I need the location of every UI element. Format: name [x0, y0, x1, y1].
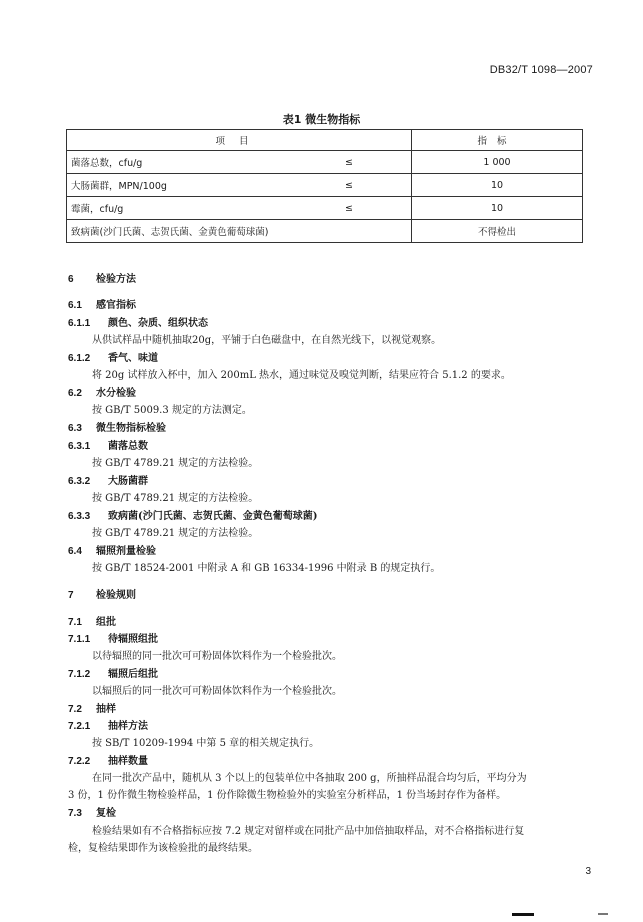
header-value: 指标 — [412, 130, 583, 151]
section-6-4-body: 按 GB/T 18524-2001 中附录 A 和 GB 16334-1996 中附录 B 的规定执行。 — [92, 563, 441, 574]
row-value: 不得检出 — [412, 220, 583, 243]
row-item: 霉菌，cfu/g — [67, 197, 336, 220]
section-6-3-heading: 6.3 微生物指标检验 — [68, 423, 166, 434]
section-7-3-body-line1: 检验结果如有不合格指标应按 7.2 规定对留样或在同批产品中加倍抽取样品，对不合格指标进行复 — [92, 826, 525, 837]
scan-artifact-mark — [598, 913, 608, 915]
section-6-2-body: 按 GB/T 5009.3 规定的方法测定。 — [92, 405, 252, 416]
table-header-row — [67, 130, 583, 151]
section-7-1-1-heading: 7.1.1 待辐照组批 — [68, 634, 158, 645]
section-6-1-2-heading: 6.1.2 香气、味道 — [68, 353, 158, 364]
section-7-1-2-body: 以辐照后的同一批次可可粉固体饮料作为一个检验批次。 — [92, 686, 342, 697]
section-6-4-heading: 6.4 辐照剂量检验 — [68, 546, 156, 557]
section-7-1-2-heading: 7.1.2 辐照后组批 — [68, 669, 158, 680]
table-row — [67, 197, 583, 220]
section-7-3-heading: 7.3 复检 — [68, 808, 116, 819]
section-6-1-1-heading: 6.1.1 颜色、杂质、组织状态 — [68, 318, 208, 329]
section-7-2-2-heading: 7.2.2 抽样数量 — [68, 756, 148, 767]
row-item: 致病菌(沙门氏菌、志贺氏菌、金黄色葡萄球菌) — [67, 220, 412, 243]
section-6-1-1-body: 从供试样品中随机抽取20g，平铺于白色磁盘中，在自然光线下，以视觉观察。 — [92, 335, 442, 346]
section-7-2-2-body-line2: 3 份，1 份作微生物检验样品，1 份作除微生物检验外的实验室分析样品，1 份当场封存作为备样。 — [68, 790, 507, 801]
section-7-1-1-body: 以待辐照的同一批次可可粉固体饮料作为一个检验批次。 — [92, 651, 342, 662]
table-row — [67, 151, 583, 174]
row-value: 1 000 — [412, 151, 583, 174]
section-6-3-3-heading: 6.3.3 致病菌(沙门氏菌、志贺氏菌、金黄色葡萄球菌) — [68, 511, 318, 522]
section-7-heading: 7 检验规则 — [68, 590, 136, 601]
scan-artifact-mark — [512, 913, 534, 916]
section-6-heading: 6 检验方法 — [68, 274, 136, 285]
section-6-3-2-heading: 6.3.2 大肠菌群 — [68, 476, 148, 487]
row-value: 10 — [412, 197, 583, 220]
section-6-3-1-body: 按 GB/T 4789.21 规定的方法检验。 — [92, 458, 259, 469]
microbial-index-table — [66, 129, 583, 243]
row-relation: ≤ — [335, 151, 412, 174]
page-number: 3 — [585, 866, 591, 877]
section-7-3-body-line2: 检，复检结果即作为该检验批的最终结果。 — [68, 843, 258, 854]
header-item: 项目 — [67, 130, 412, 151]
standard-code: DB32/T 1098—2007 — [489, 64, 593, 76]
section-7-1-heading: 7.1 组批 — [68, 617, 116, 628]
row-value: 10 — [412, 174, 583, 197]
table-row — [67, 174, 583, 197]
section-6-2-heading: 6.2 水分检验 — [68, 388, 136, 399]
section-7-2-1-body: 按 SB/T 10209-1994 中第 5 章的相关规定执行。 — [92, 738, 320, 749]
row-item: 大肠菌群，MPN/100g — [67, 174, 336, 197]
section-6-3-3-body: 按 GB/T 4789.21 规定的方法检验。 — [92, 528, 259, 539]
section-7-2-1-heading: 7.2.1 抽样方法 — [68, 721, 148, 732]
section-7-2-2-body-line1: 在同一批次产品中，随机从 3 个以上的包装单位中各抽取 200 g，所抽样品混合均匀后，平均分为 — [92, 773, 527, 784]
section-7-2-heading: 7.2 抽样 — [68, 704, 116, 715]
row-item: 菌落总数，cfu/g — [67, 151, 336, 174]
section-6-1-heading: 6.1 感官指标 — [68, 300, 136, 311]
section-6-3-2-body: 按 GB/T 4789.21 规定的方法检验。 — [92, 493, 259, 504]
table-caption: 表1 微生物指标 — [282, 113, 361, 126]
section-6-3-1-heading: 6.3.1 菌落总数 — [68, 441, 148, 452]
row-relation: ≤ — [335, 174, 412, 197]
section-6-1-2-body: 将 20g 试样放入杯中，加入 200mL 热水，通过味觉及嗅觉判断，结果应符合 5.1.2 的要求。 — [92, 370, 511, 381]
table-row — [67, 220, 583, 243]
row-relation: ≤ — [335, 197, 412, 220]
